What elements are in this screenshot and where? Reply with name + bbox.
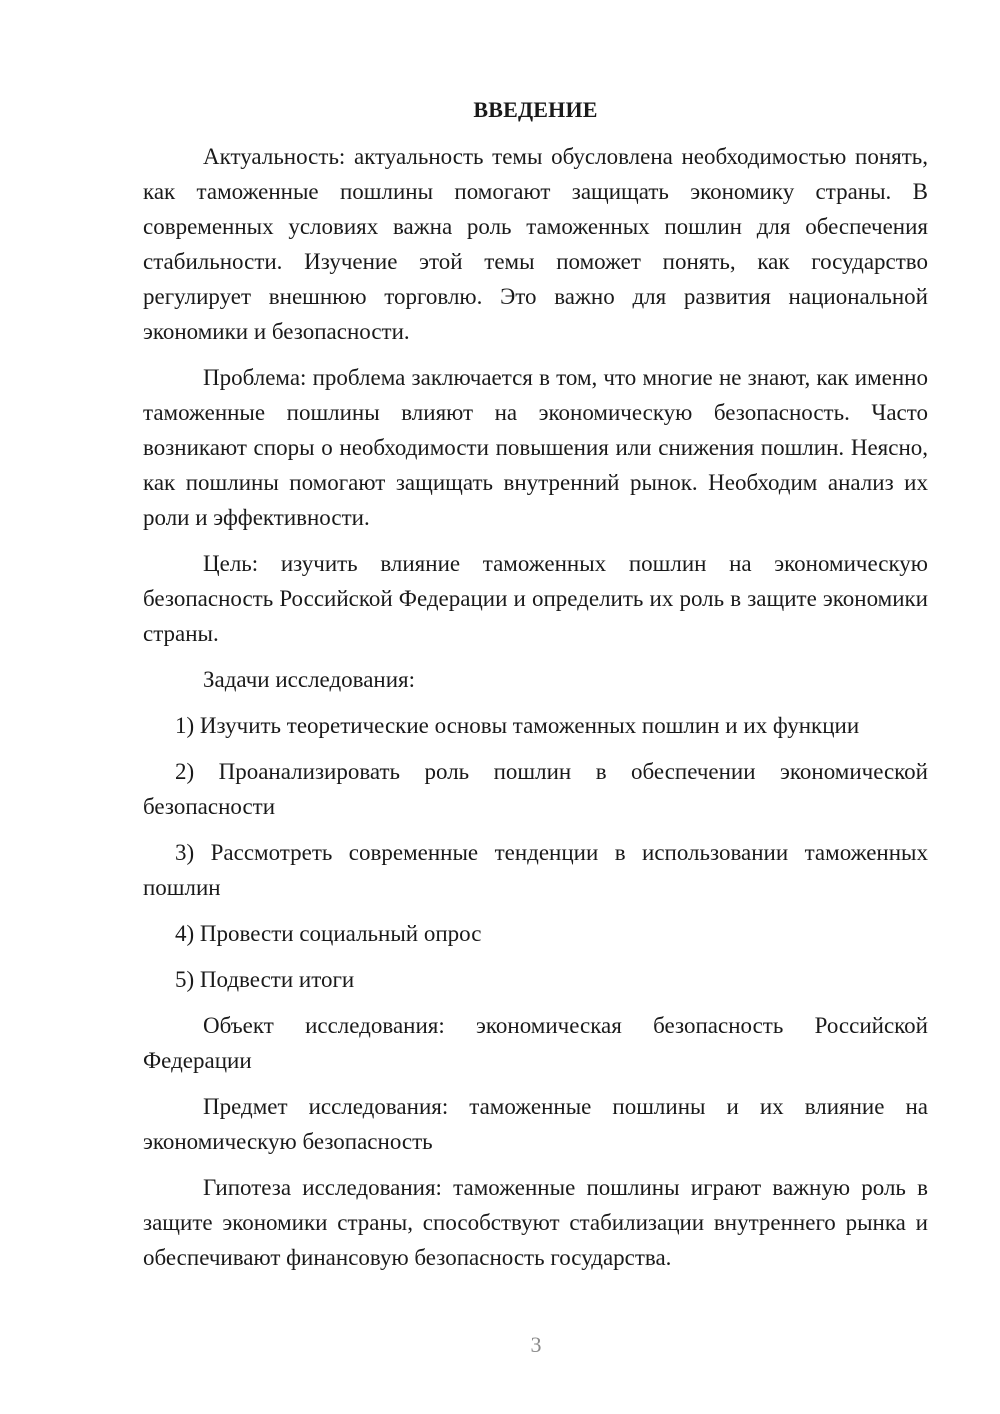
paragraph-subject: Предмет исследования: таможенные пошлины и их влияние на экономическую безопасность [143,1094,928,1154]
task-item-3: 3) Рассмотреть современные тенденции в использовании таможенных пошлин [143,840,928,900]
paragraph-relevance: Актуальность: актуальность темы обусловлена необходимостью понять, как таможенные пошлины помогают защищать экономику страны. В современных условиях важна роль таможенных пошлин для обеспечения стабильности. Изучение этой темы поможет понять, как государство регулирует внешнюю торговлю. Это важно для развития национальной экономики и безопасности. [143,144,928,344]
task-item-5: 5) Подвести итоги [175,967,355,992]
paragraph-problem: Проблема: проблема заключается в том, что многие не знают, как именно таможенные пошлины влияют на экономическую безопасность. Часто возникают споры о необходимости повышения или снижения пошлин. Неясно, как пошлины помогают защищать внутренний рынок. Необходим анализ их роли и эффективности. [143,365,928,530]
paragraph-goal: Цель: изучить влияние таможенных пошлин на экономическую безопасность Российской Федерации и определить их роль в защите экономики страны. [143,551,928,646]
paragraph-object: Объект исследования: экономическая безопасность Российской Федерации [143,1013,928,1073]
task-item-1: 1) Изучить теоретические основы таможенных пошлин и их функции [175,713,860,738]
tasks-list [143,708,928,997]
document-page [143,92,928,1286]
page-number: 3 [530,1332,542,1357]
tasks-heading: Задачи исследования: [203,667,416,692]
paragraph-hypothesis: Гипотеза исследования: таможенные пошлины играют важную роль в защите экономики страны, способствуют стабилизации внутреннего рынка и обеспечивают финансовую безопасность государства. [143,1175,928,1270]
task-item-4: 4) Провести социальный опрос [175,921,482,946]
page-title: ВВЕДЕНИЕ [473,97,598,122]
task-item-2: 2) Проанализировать роль пошлин в обеспечении экономической безопасности [143,759,928,819]
